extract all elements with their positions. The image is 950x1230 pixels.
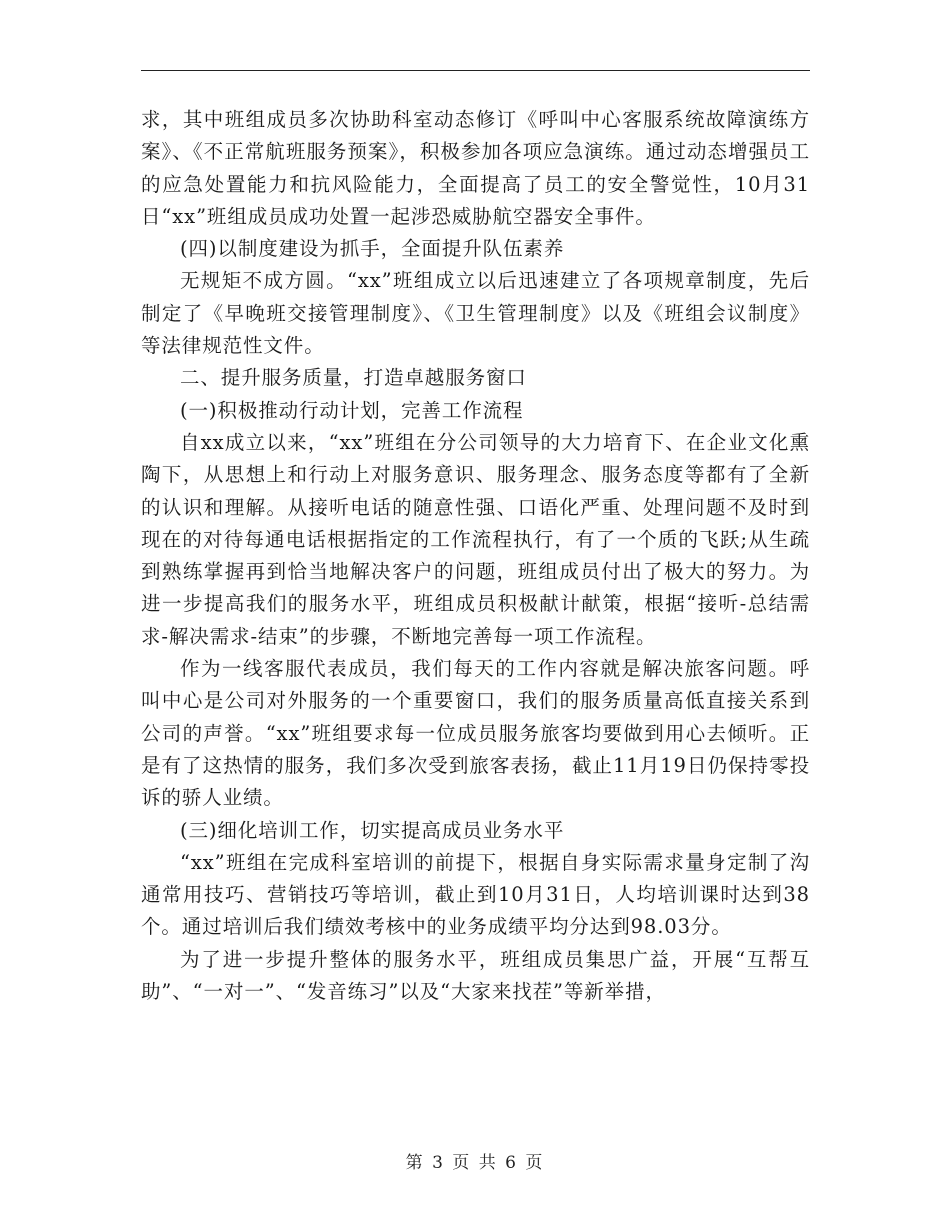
paragraph-3: 自xx成立以来，“xx”班组在分公司领导的大力培育下、在企业文化熏陶下，从思想上和行动上对服务意识、服务理念、服务态度等都有了全新的认识和理解。从接听电话的随意性强、口语化严重、处理问题不及时到现在的对待每通电话根据指定的工作流程执行，有了一个质的飞跃;从生疏到熟练掌握再到恰当地解决客户的问题，班组成员付出了极大的努力。为进一步提高我们的服务水平，班组成员积极献计献策，根据“接听-总结需求-解决需求-结束”的步骤，不断地完善每一项工作流程。: [141, 430, 810, 648]
header-rule: [141, 70, 810, 71]
body-text: [141, 104, 810, 1008]
paragraph-6: 为了进一步提升整体的服务水平，班组成员集思广益，开展“互帮互助”、“一对一”、“发音练习”以及“大家来找茬”等新举措，: [141, 947, 810, 1004]
section-heading-4: (四)以制度建设为抓手，全面提升队伍素养: [180, 237, 565, 261]
paragraph-1: 求，其中班组成员多次协助科室动态修订《呼叫中心客服系统故障演练方案》、《不正常航班服务预案》，积极参加各项应急演练。通过动态增强员工的应急处置能力和抗风险能力，全面提高了员工的安全警觉性，10月31日“xx”班组成员成功处置一起涉恐威胁航空器安全事件。: [141, 108, 810, 228]
page-number-footer: 第 3 页 共 6 页: [405, 1153, 545, 1173]
section-heading-1: (一)积极推动行动计划，完善工作流程: [180, 398, 524, 422]
paragraph-4: 作为一线客服代表成员，我们每天的工作内容就是解决旅客问题。呼叫中心是公司对外服务的一个重要窗口，我们的服务质量高低直接关系到公司的声誉。“xx”班组要求每一位成员服务旅客均要做到用心去倾听。正是有了这热情的服务，我们多次受到旅客表扬，截止11月19日仍保持零投诉的骄人业绩。: [141, 657, 810, 810]
section-heading-3: (三)细化培训工作，切实提高成员业务水平: [180, 818, 565, 842]
paragraph-5: “xx”班组在完成科室培训的前提下，根据自身实际需求量身定制了沟通常用技巧、营销技巧等培训，截止到10月31日，人均培训课时达到38个。通过培训后我们绩效考核中的业务成绩平均分达到98.03分。: [141, 850, 810, 939]
chapter-heading-2: 二、提升服务质量，打造卓越服务窗口: [180, 366, 527, 390]
paragraph-2: 无规矩不成方圆。“xx”班组成立以后迅速建立了各项规章制度，先后制定了《早晚班交接管理制度》、《卫生管理制度》以及《班组会议制度》等法律规范性文件。: [141, 269, 810, 358]
